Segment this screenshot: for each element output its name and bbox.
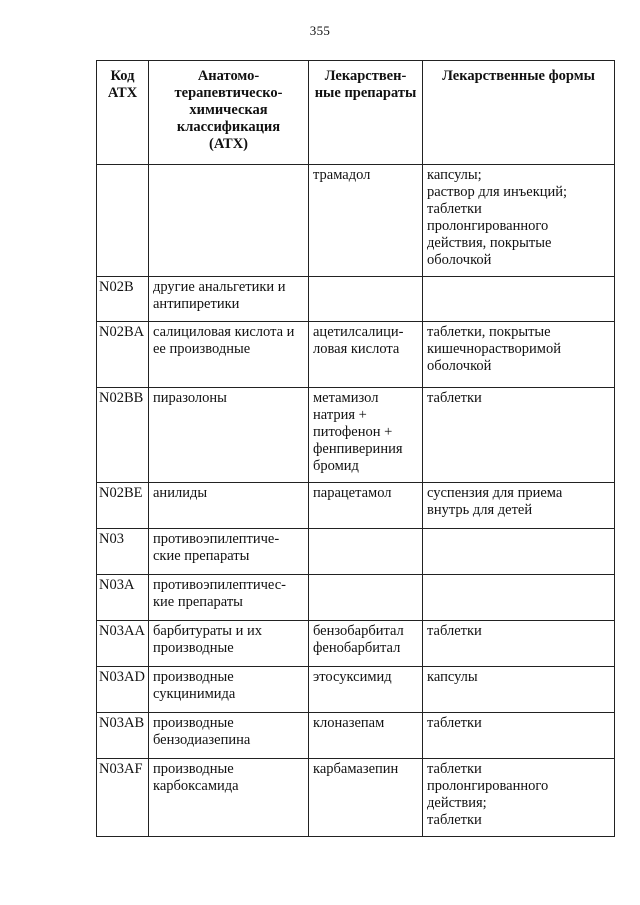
cell-forms <box>423 277 615 322</box>
cell-classification: противоэпилептиче- ские препараты <box>149 529 309 575</box>
cell-drugs: трамадол <box>309 165 423 277</box>
cell-forms: суспензия для приема внутрь для детей <box>423 483 615 529</box>
table-row <box>97 575 615 621</box>
table-row <box>97 277 615 322</box>
cell-code: N03AA <box>97 621 149 667</box>
header-dosage-forms: Лекарственные формы <box>423 61 615 165</box>
cell-classification <box>149 165 309 277</box>
cell-code: N03AD <box>97 667 149 713</box>
cell-classification: барбитураты и их производные <box>149 621 309 667</box>
cell-forms: таблетки пролонгированного действия; таблетки <box>423 759 615 837</box>
table-row <box>97 322 615 388</box>
table-header-row <box>97 61 615 165</box>
cell-classification: другие анальгетики и антипиретики <box>149 277 309 322</box>
cell-code: N03A <box>97 575 149 621</box>
cell-classification: противоэпилептичес- кие препараты <box>149 575 309 621</box>
header-classification: Анатомо- терапевтическо- химическая классификация (АТХ) <box>149 61 309 165</box>
header-atc-code: Код АТХ <box>97 61 149 165</box>
table-row <box>97 759 615 837</box>
cell-classification: салициловая кислота и ее производные <box>149 322 309 388</box>
cell-drugs: парацетамол <box>309 483 423 529</box>
cell-drugs: метамизол натрия + питофенон + фенпивериния бромид <box>309 388 423 483</box>
page-number: 355 <box>309 23 331 38</box>
cell-code: N03 <box>97 529 149 575</box>
cell-classification: производные бензодиазепина <box>149 713 309 759</box>
table-row <box>97 483 615 529</box>
cell-forms: капсулы; раствор для инъекций; таблетки пролонгированного действия, покрытые оболочкой <box>423 165 615 277</box>
cell-code: N02B <box>97 277 149 322</box>
cell-classification: пиразолоны <box>149 388 309 483</box>
cell-code: N02BB <box>97 388 149 483</box>
cell-classification: анилиды <box>149 483 309 529</box>
table-row <box>97 713 615 759</box>
cell-drugs: бензобарбитал фенобарбитал <box>309 621 423 667</box>
cell-drugs: карбамазепин <box>309 759 423 837</box>
cell-forms <box>423 575 615 621</box>
cell-forms: таблетки <box>423 621 615 667</box>
cell-forms: таблетки <box>423 713 615 759</box>
table-row <box>97 388 615 483</box>
cell-code: N03AF <box>97 759 149 837</box>
cell-drugs <box>309 529 423 575</box>
cell-code: N02BA <box>97 322 149 388</box>
cell-code: N02BE <box>97 483 149 529</box>
header-drugs: Лекарствен- ные препараты <box>309 61 423 165</box>
table-row <box>97 667 615 713</box>
cell-drugs <box>309 277 423 322</box>
cell-forms <box>423 529 615 575</box>
atc-drug-table <box>96 60 615 837</box>
table-row <box>97 165 615 277</box>
cell-classification: производные сукцинимида <box>149 667 309 713</box>
cell-code <box>97 165 149 277</box>
table-row <box>97 529 615 575</box>
cell-forms: таблетки <box>423 388 615 483</box>
table-row <box>97 621 615 667</box>
cell-drugs <box>309 575 423 621</box>
cell-drugs: этосуксимид <box>309 667 423 713</box>
cell-forms: капсулы <box>423 667 615 713</box>
cell-classification: производные карбоксамида <box>149 759 309 837</box>
cell-code: N03AB <box>97 713 149 759</box>
cell-forms: таблетки, покрытые кишечнорастворимой оболочкой <box>423 322 615 388</box>
cell-drugs: ацетилсалици- ловая кислота <box>309 322 423 388</box>
cell-drugs: клоназепам <box>309 713 423 759</box>
